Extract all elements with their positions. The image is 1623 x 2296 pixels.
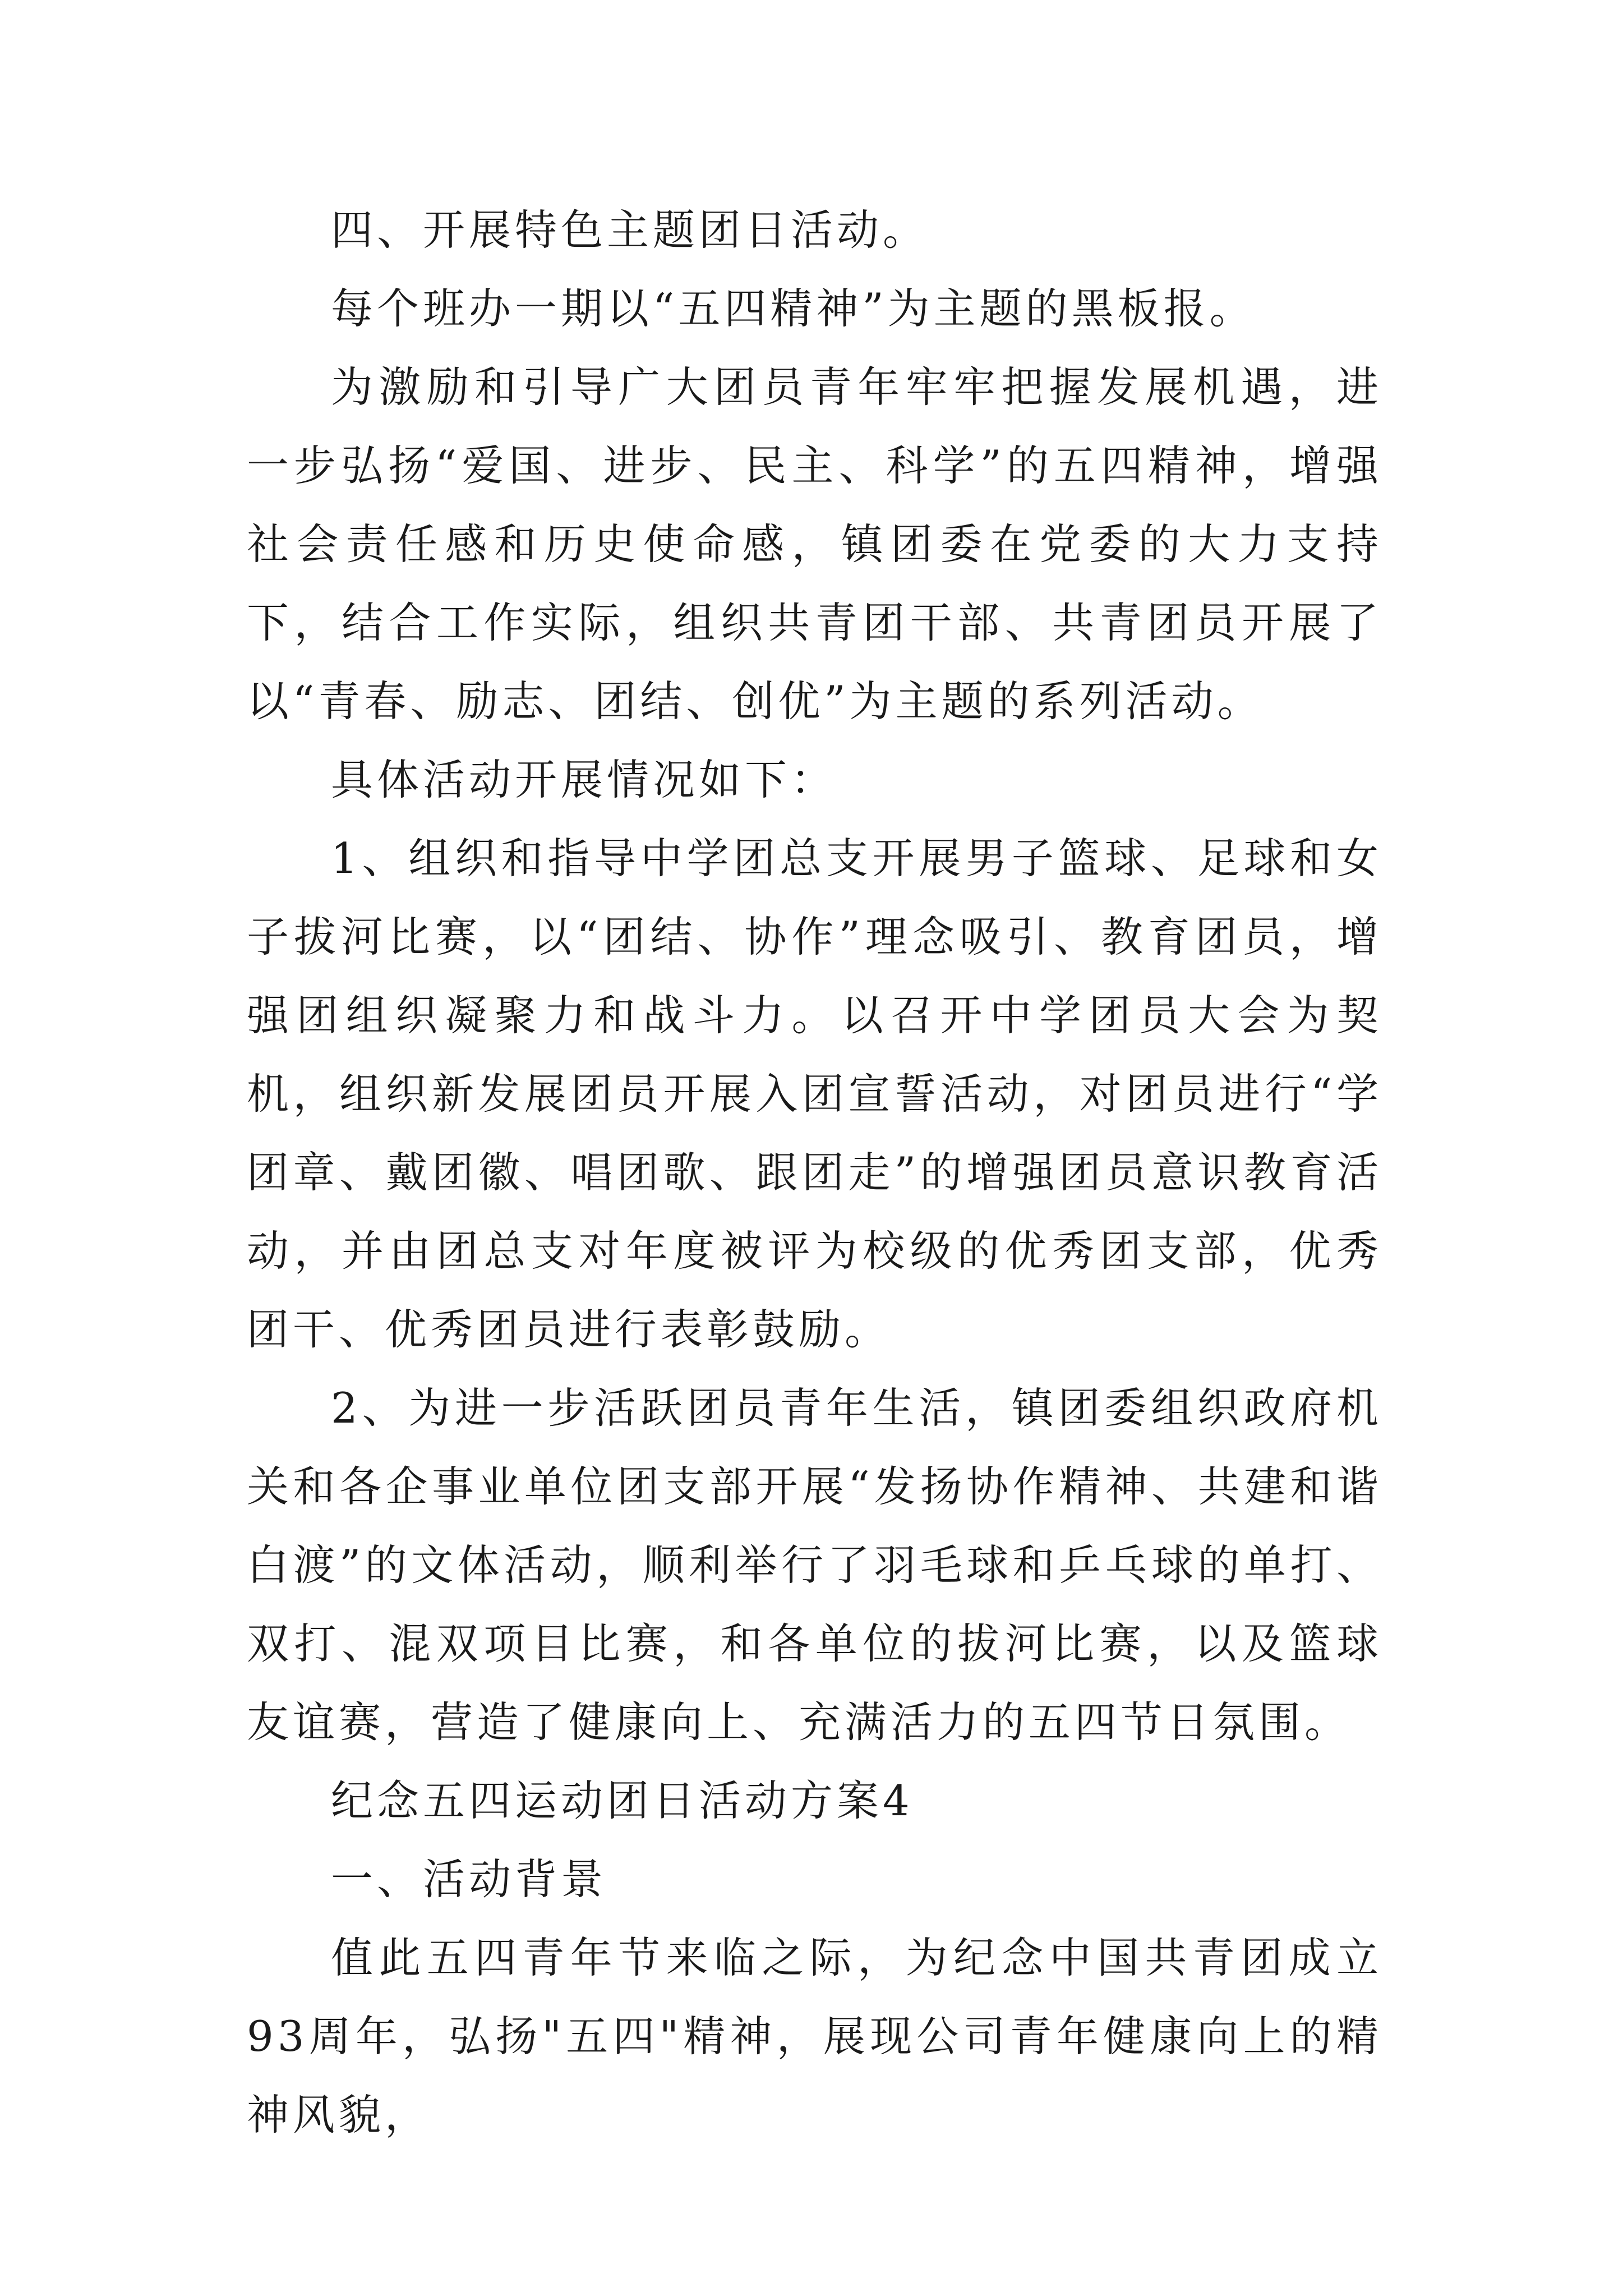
paragraph: 为激励和引导广大团员青年牢牢把握发展机遇，进一步弘扬“爱国、进步、民主、科学”的五四精神，增强社会责任感和历史使命感，镇团委在党委的大力支持下，结合工作实际，组织共青团干部、共青团员开展了以“青春、励志、团结、创优”为主题的系列活动。	[247, 362, 1382, 726]
section-title: 纪念五四运动团日活动方案4	[331, 1776, 914, 1825]
section-heading: 四、开展特色主题团日活动。	[331, 205, 929, 255]
document-body	[247, 191, 1382, 2154]
paragraph: 值此五四青年节来临之际，为纪念中国共青团成立93周年，弘扬"五四"精神，展现公司青年健康向上的精神风貌，	[247, 1933, 1382, 2139]
section-heading: 一、活动背景	[331, 1855, 607, 1904]
paragraph: 具体活动开展情况如下：	[331, 755, 837, 804]
paragraph: 每个班办一期以“五四精神”为主题的黑板报。	[331, 284, 1256, 333]
paragraph: 2、为进一步活跃团员青年生活，镇团委组织政府机关和各企事业单位团支部开展“发扬协作精神、共建和谐白渡”的文体活动，顺利举行了羽毛球和乒乓球的单打、双打、混双项目比赛，和各单位的拔河比赛，以及篮球友谊赛，营造了健康向上、充满活力的五四节日氛围。	[247, 1383, 1382, 1747]
paragraph: 1、组织和指导中学团总支开展男子篮球、足球和女子拔河比赛，以“团结、协作”理念吸引、教育团员，增强团组织凝聚力和战斗力。以召开中学团员大会为契机，组织新发展团员开展入团宣誓活动，对团员进行“学团章、戴团徽、唱团歌、跟团走”的增强团员意识教育活动，并由团总支对年度被评为校级的优秀团支部，优秀团干、优秀团员进行表彰鼓励。	[247, 834, 1382, 1354]
